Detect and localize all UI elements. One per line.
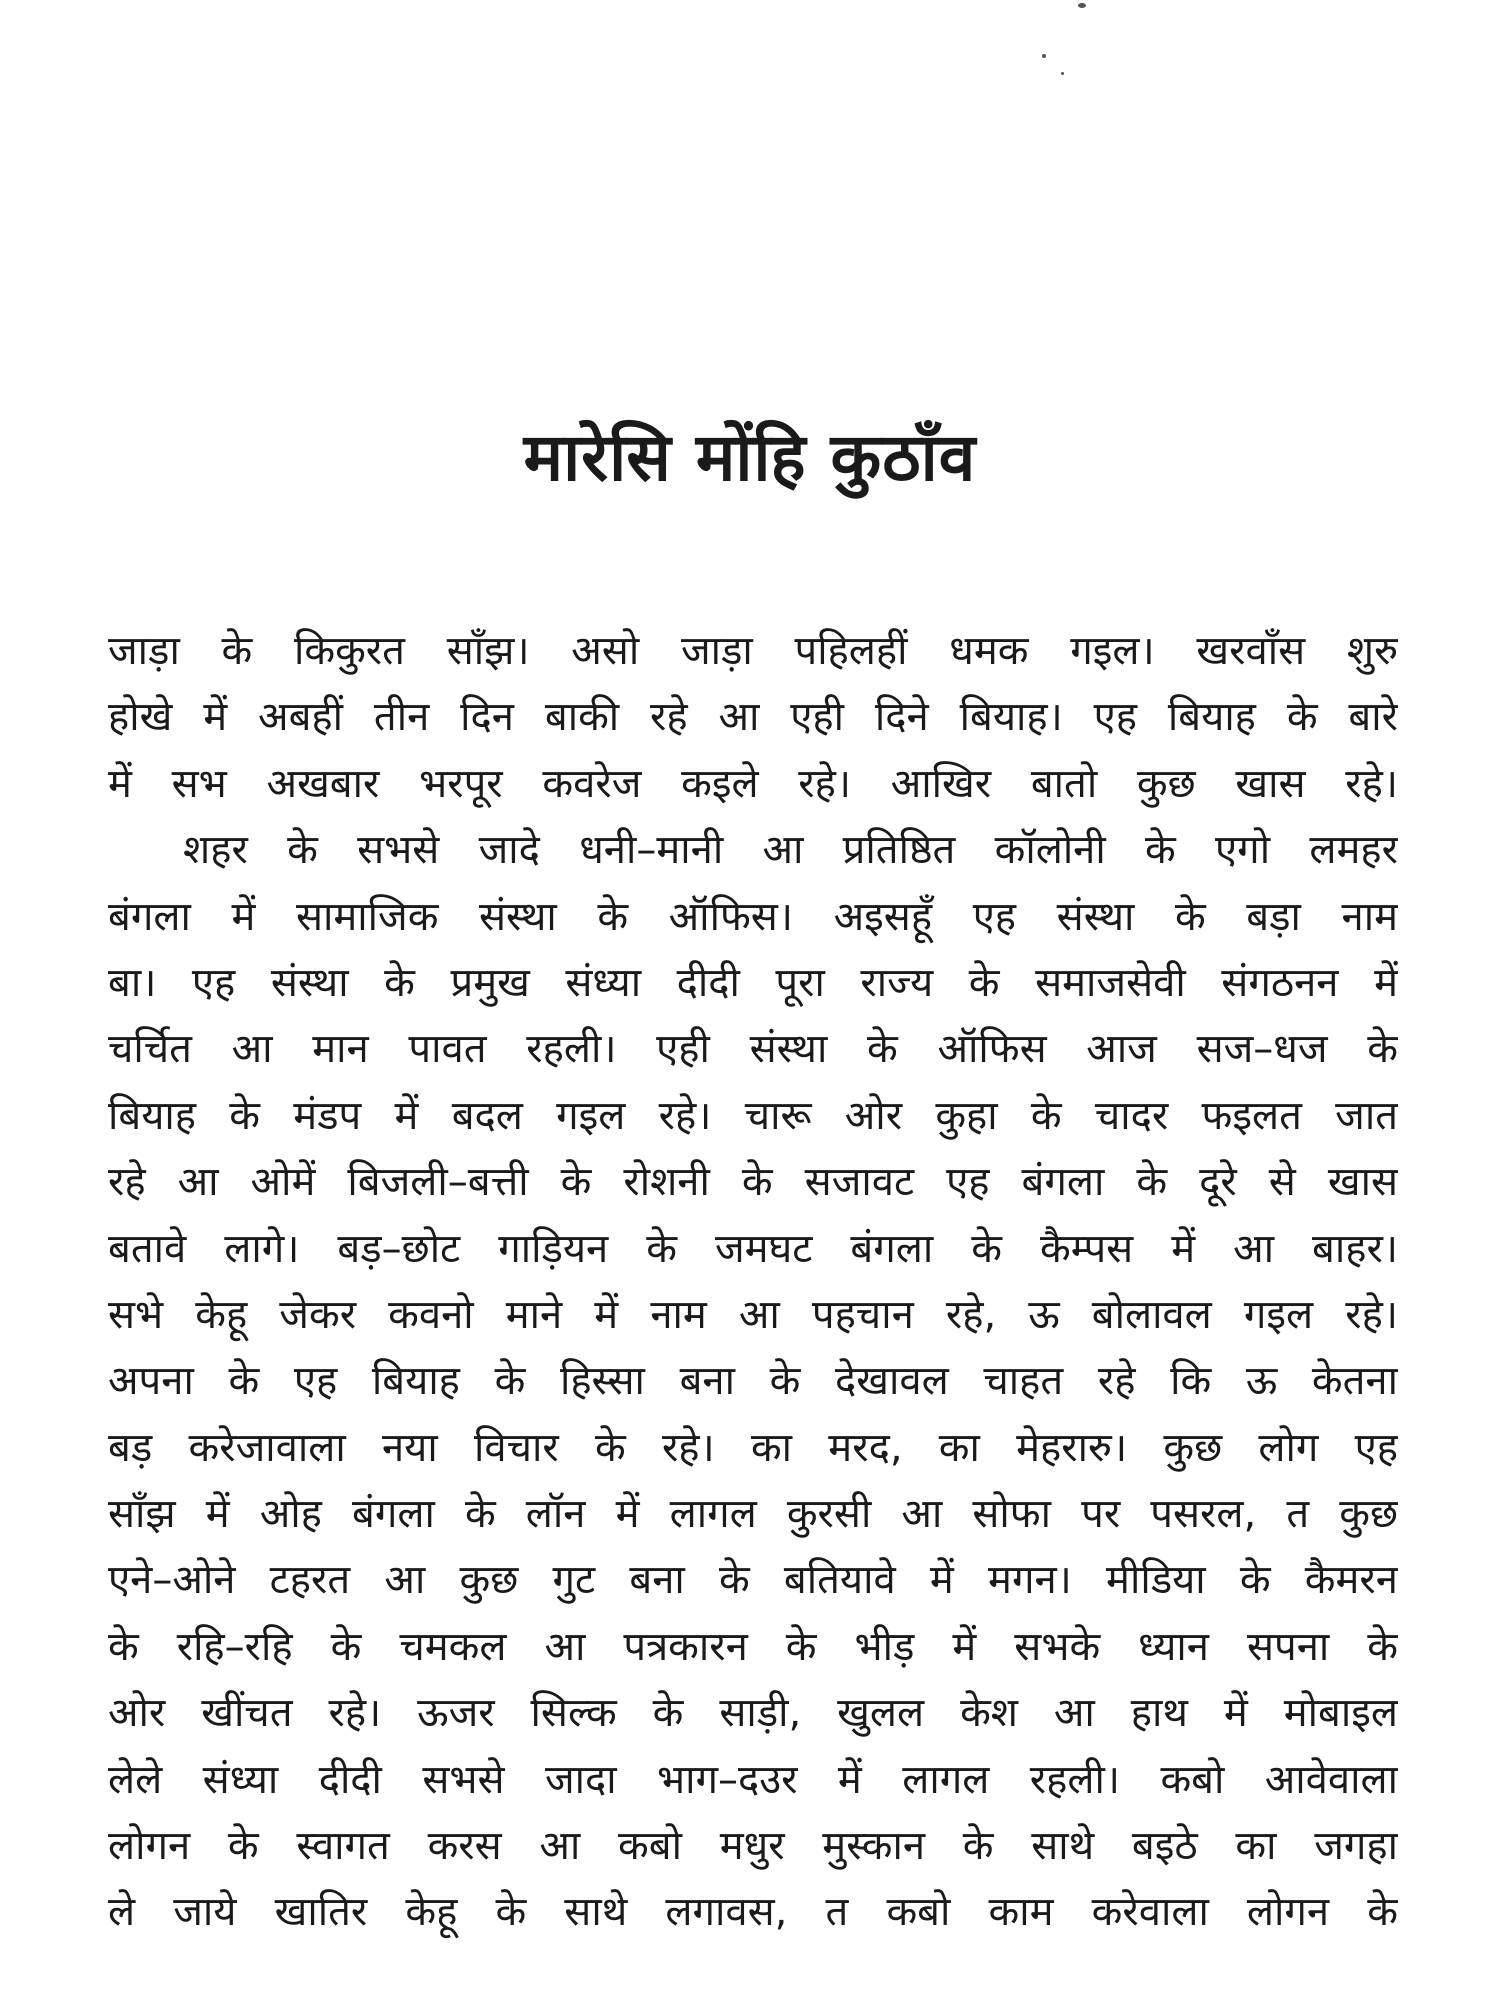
text-line: बड़ करेजावाला नया विचार के रहे। का मरद, का मेहरारु। कुछ लोग एह: [108, 1424, 1398, 1471]
chapter-title: मारेसि मोंहि कुठाँव: [523, 419, 977, 496]
text-line: ओर खींचत रहे। ऊजर सिल्क के साड़ी, खुलल केश आ हाथ में मोबाइल: [108, 1690, 1398, 1737]
text-line: बतावे लागे। बड़–छोट गाड़ियन के जमघट बंगला के कैम्पस में आ बाहर।: [108, 1225, 1398, 1272]
text-line: साँझ में ओह बंगला के लॉन में लागल कुरसी आ सोफा पर पसरल, त कुछ: [108, 1491, 1398, 1538]
text-line: के रहि–रहि के चमकल आ पत्रकारन के भीड़ में सभके ध्यान सपना के: [108, 1623, 1398, 1670]
text-line: लोगन के स्वागत करस आ कबो मधुर मुस्कान के साथे बइठे का जगहा: [108, 1823, 1398, 1870]
text-line: बियाह के मंडप में बदल गइल रहे। चारू ओर कुहा के चादर फइलत जात: [108, 1092, 1398, 1139]
text-line: बंगला में सामाजिक संस्था के ऑफिस। अइसहूँ एह संस्था के बड़ा नाम: [108, 893, 1398, 940]
text-line: सभे केहू जेकर कवनो माने में नाम आ पहचान रहे, ऊ बोलावल गइल रहे।: [108, 1291, 1398, 1338]
text-line: जाड़ा के किकुरत साँझ। असो जाड़ा पहिलहीं धमक गइल। खरवाँस शुरु: [108, 628, 1398, 674]
text-line: रहे आ ओमें बिजली–बत्ती के रोशनी के सजावट एह बंगला के दूरे से खास: [108, 1159, 1398, 1206]
text-line: ले जाये खातिर केहू के साथे लगावस, त कबो काम करेवाला लोगन के: [108, 1889, 1398, 1936]
text-line: होखे में अबहीं तीन दिन बाकी रहे आ एही दिने बियाह। एह बियाह के बारे: [108, 694, 1398, 741]
scan-speck: [1061, 72, 1064, 75]
text-line: लेले संध्या दीदी सभसे जादा भाग–दउर में लागल रहली। कबो आवेवाला: [108, 1756, 1398, 1803]
text-line: बा। एह संस्था के प्रमुख संध्या दीदी पूरा राज्य के समाजसेवी संगठनन में: [108, 959, 1398, 1006]
scan-speck: [1042, 54, 1046, 58]
body-text: [108, 618, 1398, 1946]
text-line: शहर के सभसे जादे धनी–मानी आ प्रतिष्ठित कॉलोनी के एगो लमहर: [183, 827, 1398, 874]
text-line: अपना के एह बियाह के हिस्सा बना के देखावल चाहत रहे कि ऊ केतना: [108, 1358, 1398, 1405]
text-line: में सभ अखबार भरपूर कवरेज कइले रहे। आखिर बातो कुछ खास रहे।: [108, 760, 1398, 807]
text-line: चर्चित आ मान पावत रहली। एही संस्था के ऑफिस आज सज–धज के: [108, 1026, 1398, 1073]
scan-speck: [1078, 3, 1086, 8]
text-line: एने–ओने टहरत आ कुछ गुट बना के बतियावे में मगन। मीडिया के कैमरन: [108, 1557, 1398, 1604]
